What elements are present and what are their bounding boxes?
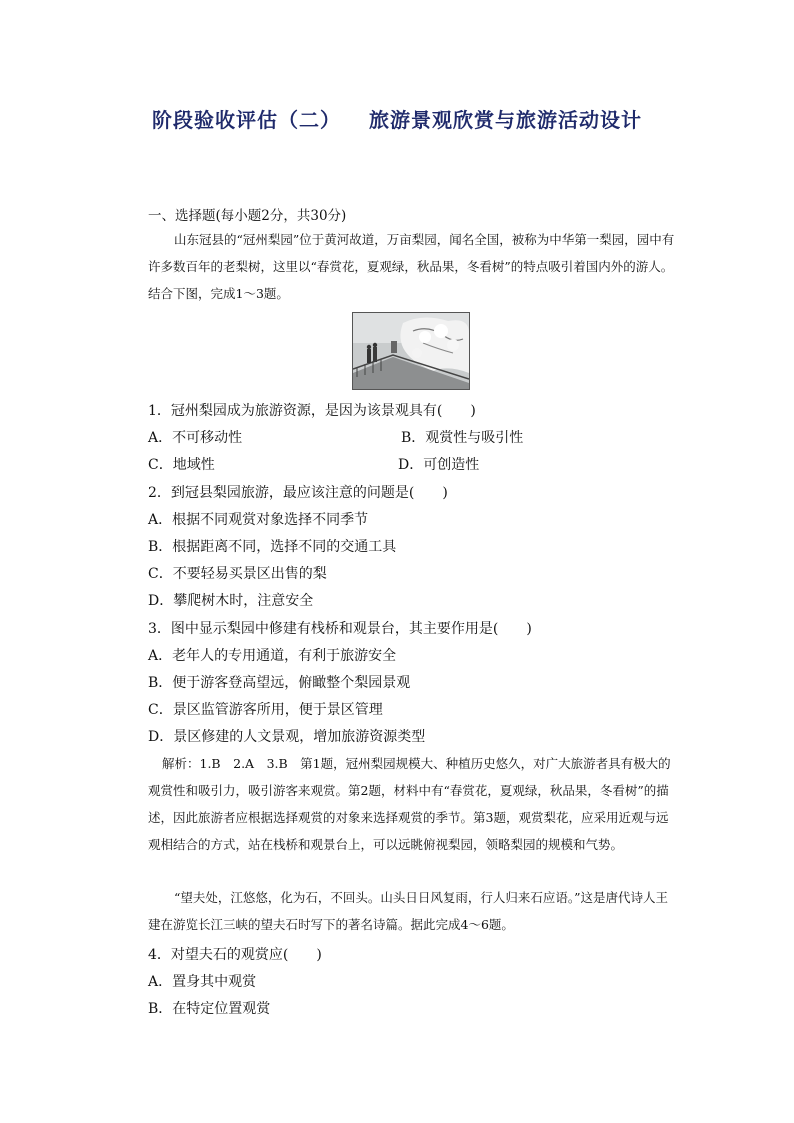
title-part-1: 阶段验收评估（二）: [152, 108, 341, 132]
question-2-option-b: B．根据距离不同，选择不同的交通工具: [148, 539, 397, 555]
question-4-option-a: A．置身其中观赏: [148, 974, 257, 990]
question-1-option-a: A．不可移动性: [148, 430, 243, 446]
pear-orchard-photo: [352, 312, 470, 390]
question-1-option-c: C．地域性: [148, 457, 215, 473]
page-title: [0, 104, 794, 133]
question-3-option-b: B．便于游客登高望远，俯瞰整个梨园景观: [148, 675, 411, 691]
question-1-option-d: D．可创造性: [398, 457, 480, 473]
question-3-stem: 3．图中显示梨园中修建有栈桥和观景台，其主要作用是( ): [148, 621, 532, 637]
photo-illustration: [353, 313, 469, 389]
question-1-option-b: B．观赏性与吸引性: [401, 430, 524, 446]
title-part-2: 旅游景观欣赏与旅游活动设计: [369, 108, 642, 132]
intro-paragraph-2: “望夫处，江悠悠，化为石，不回头。山头日日风复雨，行人归来石应语。”这是唐代诗人王建在游览长江三峡的望夫石时写下的著名诗篇。据此完成4～6题。: [148, 890, 669, 932]
analysis-paragraph: 解析：1.B 2.A 3.B 第1题，冠州梨园规模大、种植历史悠久，对广大旅游者具有极大的观赏性和吸引力，吸引游客来观赏。第2题，材料中有“春赏花，夏观绿，秋品果，冬看树”的描述，因此旅游者应根据选择观赏的对象来选择观赏的季节。第3题，观赏梨花，应采用近观与远观相结合的方式，站在栈桥和观景台上，可以远眺俯视梨园，领略梨园的规模和气势。: [148, 756, 671, 852]
question-2-option-d: D．攀爬树木时，注意安全: [148, 593, 314, 609]
question-3-option-d: D．景区修建的人文景观，增加旅游资源类型: [148, 729, 426, 745]
question-1-stem: 1．冠州梨园成为旅游资源，是因为该景观具有( ): [148, 403, 476, 419]
question-2-option-c: C．不要轻易买景区出售的梨: [148, 566, 327, 582]
section-heading: 一、选择题(每小题2分，共30分): [148, 208, 347, 224]
intro-paragraph-1-text: 山东冠县的“冠州梨园”位于黄河故道，万亩梨园，闻名全国，被称为中华第一梨园，园中有许多数百年的老梨树，这里以“春赏花，夏观绿，秋品果，冬看树”的特点吸引着国内外的游人。结合下图，完成1～3题。: [148, 232, 675, 301]
question-3-option-a: A．老年人的专用通道，有利于旅游安全: [148, 648, 397, 664]
question-3-option-c: C．景区监管游客所用，便于景区管理: [148, 702, 383, 718]
question-4-option-b: B．在特定位置观赏: [148, 1001, 271, 1017]
question-2-stem: 2．到冠县梨园旅游，最应该注意的问题是( ): [148, 485, 448, 501]
question-2-option-a: A．根据不同观赏对象选择不同季节: [148, 512, 369, 528]
intro-paragraph-1: [148, 226, 676, 307]
question-4-stem: 4．对望夫石的观赏应( ): [148, 947, 322, 963]
